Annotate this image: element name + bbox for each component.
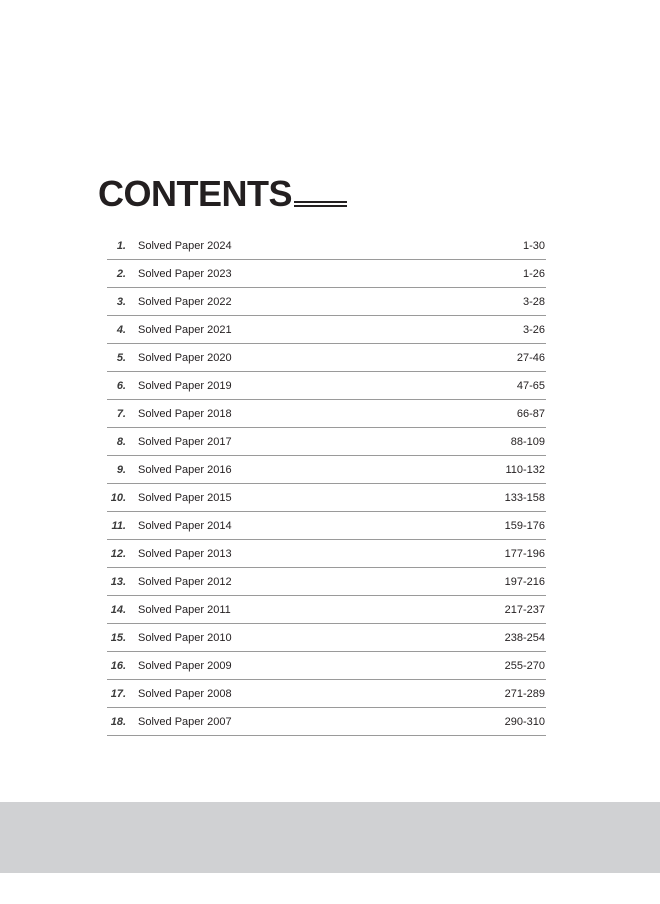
entry-number: 8. (116, 435, 126, 448)
entry-page-range: 1-26 (522, 267, 545, 280)
entry-number: 2. (116, 267, 126, 280)
entry-number: 9. (116, 463, 126, 476)
entry-title: Solved Paper 2010 (138, 631, 232, 644)
contents-entry (107, 568, 546, 596)
contents-entry (107, 400, 546, 428)
title-double-rule (294, 201, 347, 207)
entry-title: Solved Paper 2020 (138, 351, 232, 364)
entry-number: 13. (110, 575, 126, 588)
entry-title: Solved Paper 2017 (138, 435, 232, 448)
contents-list (107, 232, 546, 736)
entry-title: Solved Paper 2012 (138, 575, 232, 588)
entry-title: Solved Paper 2022 (138, 295, 232, 308)
entry-number: 15. (110, 631, 126, 644)
contents-entry (107, 680, 546, 708)
entry-title: Solved Paper 2016 (138, 463, 232, 476)
entry-page-range: 66-87 (516, 407, 545, 420)
entry-number: 18. (110, 715, 126, 728)
entry-title: Solved Paper 2008 (138, 687, 232, 700)
entry-number: 6. (116, 379, 126, 392)
entry-page-range: 159-176 (504, 519, 545, 532)
contents-entry (107, 232, 546, 260)
entry-number: 7. (116, 407, 126, 420)
entry-title: Solved Paper 2009 (138, 659, 232, 672)
entry-page-range: 27-46 (516, 351, 545, 364)
footer-band (0, 802, 660, 873)
contents-entry (107, 624, 546, 652)
entry-number: 3. (116, 295, 126, 308)
contents-entry (107, 484, 546, 512)
contents-entry (107, 316, 546, 344)
entry-title: Solved Paper 2011 (138, 603, 231, 616)
entry-page-range: 88-109 (510, 435, 545, 448)
contents-entry (107, 344, 546, 372)
entry-page-range: 290-310 (504, 715, 545, 728)
entry-page-range: 177-196 (504, 547, 545, 560)
entry-number: 1. (116, 239, 126, 252)
entry-title: Solved Paper 2014 (138, 519, 232, 532)
entry-title: Solved Paper 2015 (138, 491, 232, 504)
entry-number: 10. (110, 491, 126, 504)
entry-number: 12. (110, 547, 126, 560)
entry-title: Solved Paper 2023 (138, 267, 232, 280)
page-title: CONTENTS (98, 173, 292, 214)
contents-entry (107, 512, 546, 540)
contents-entry (107, 708, 546, 736)
contents-entry (107, 596, 546, 624)
rule-line (294, 205, 347, 207)
entry-number: 5. (116, 351, 126, 364)
entry-number: 11. (111, 519, 126, 532)
entry-number: 17. (110, 687, 126, 700)
contents-entry (107, 540, 546, 568)
contents-heading (98, 168, 347, 212)
entry-page-range: 217-237 (504, 603, 545, 616)
entry-title: Solved Paper 2018 (138, 407, 232, 420)
contents-entry (107, 456, 546, 484)
entry-number: 16. (110, 659, 126, 672)
entry-number: 4. (116, 323, 126, 336)
entry-title: Solved Paper 2019 (138, 379, 232, 392)
contents-entry (107, 288, 546, 316)
contents-entry (107, 428, 546, 456)
rule-line (294, 201, 347, 203)
entry-page-range: 47-65 (516, 379, 545, 392)
entry-title: Solved Paper 2021 (138, 323, 232, 336)
entry-page-range: 110-132 (505, 463, 545, 476)
contents-entry (107, 652, 546, 680)
entry-title: Solved Paper 2013 (138, 547, 232, 560)
contents-entry (107, 260, 546, 288)
contents-entry (107, 372, 546, 400)
entry-page-range: 238-254 (504, 631, 545, 644)
entry-page-range: 1-30 (522, 239, 545, 252)
entry-page-range: 255-270 (504, 659, 545, 672)
entry-page-range: 3-28 (522, 295, 545, 308)
entry-page-range: 271-289 (504, 687, 545, 700)
entry-number: 14. (110, 603, 126, 616)
entry-title: Solved Paper 2007 (138, 715, 232, 728)
entry-page-range: 197-216 (504, 575, 545, 588)
entry-page-range: 133-158 (504, 491, 545, 504)
entry-page-range: 3-26 (522, 323, 545, 336)
entry-title: Solved Paper 2024 (138, 239, 232, 252)
